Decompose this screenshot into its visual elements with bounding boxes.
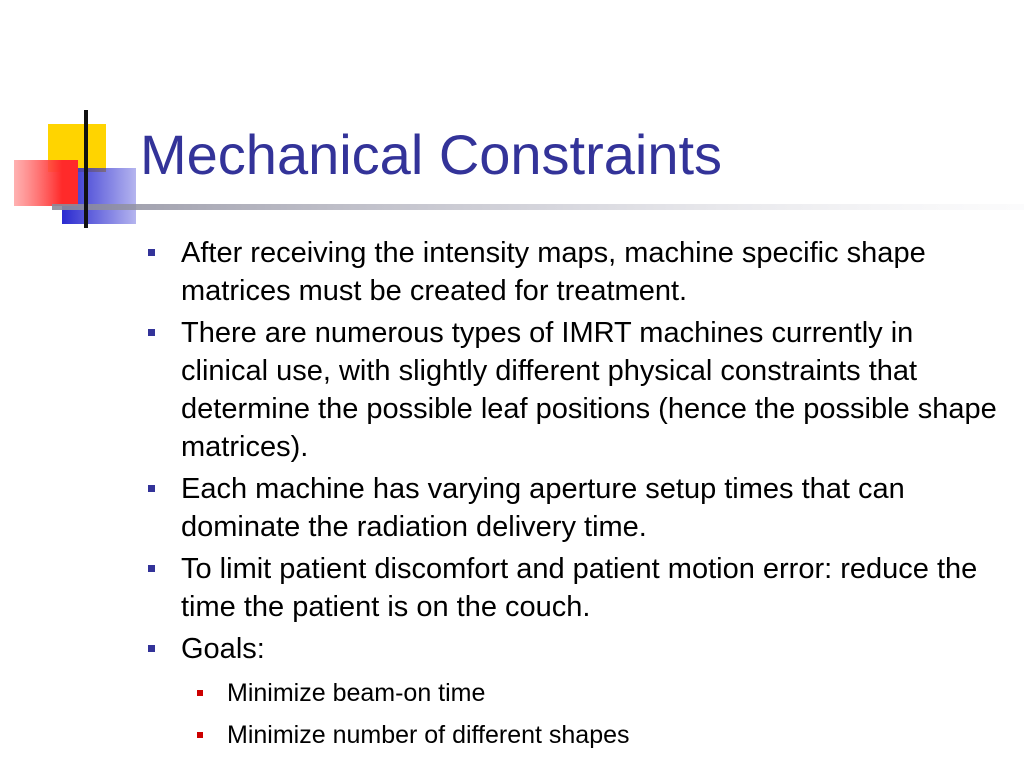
bullet-item: After receiving the intensity maps, machine specific shape matrices must be created for treatment. (148, 234, 998, 310)
sub-bullet-item (148, 674, 998, 712)
bullet-goals-label: Goals: (181, 633, 265, 665)
deco-horizontal-line (52, 204, 1024, 210)
bullet-item: There are numerous types of IMRT machines currently in clinical use, with slightly different physical constraints that determine the possible leaf positions (hence the possible shape matrices). (148, 314, 998, 466)
sub-bullet-item (148, 716, 998, 754)
bullet-item: To limit patient discomfort and patient motion error: reduce the time the patient is on the couch. (148, 550, 998, 626)
bullet-list (148, 234, 998, 758)
bullet-item: Each machine has varying aperture setup times that can dominate the radiation delivery time. (148, 470, 998, 546)
sub-bullet-text: Minimize beam-on time (227, 679, 486, 707)
sub-bullet-text: Minimize number of different shapes (227, 721, 630, 749)
bullet-item-goals (148, 630, 998, 754)
sub-bullet-list (181, 674, 998, 754)
deco-red-square (14, 160, 78, 206)
slide-title: Mechanical Constraints (140, 123, 723, 186)
deco-vertical-line (84, 110, 88, 228)
